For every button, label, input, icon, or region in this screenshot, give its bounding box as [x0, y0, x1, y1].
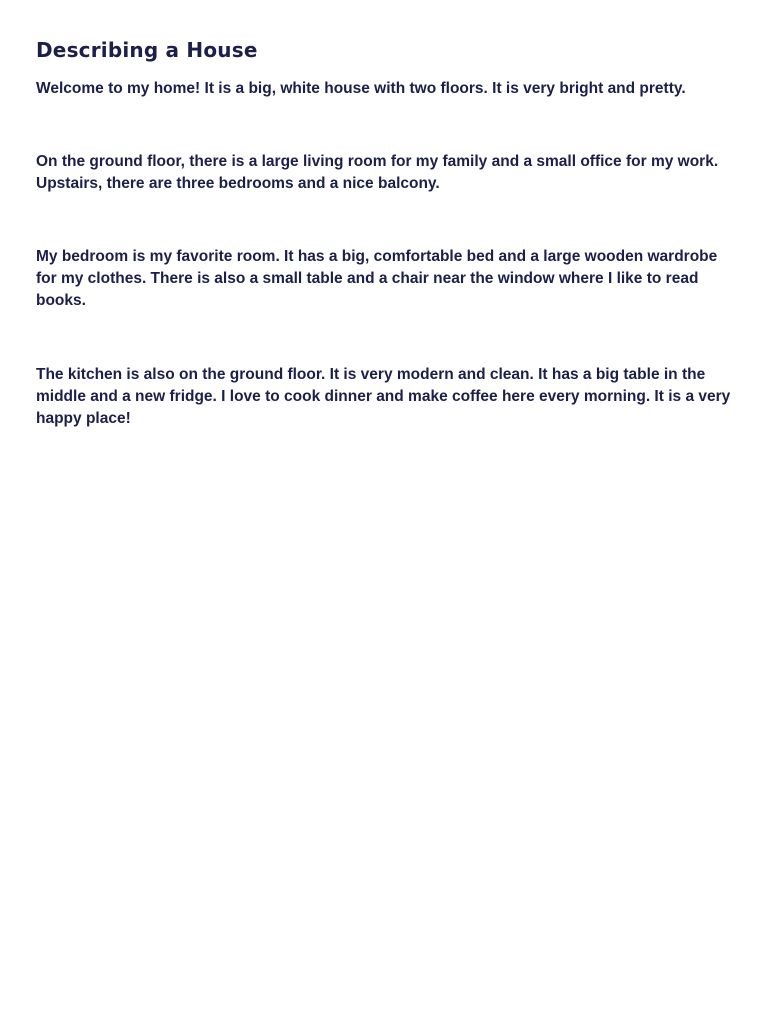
paragraph-kitchen: The kitchen is also on the ground floor. It is very modern and clean. It has a big table in the middle and a new fridge. I love to cook dinner and make coffee here every morning. It is a very happy place! [36, 366, 731, 427]
paragraph-bedroom: My bedroom is my favorite room. It has a big, comfortable bed and a large wooden wardrobe for my clothes. There is also a small table and a chair near the window where I like to read books. [36, 248, 718, 309]
page-title: Describing a House [36, 38, 258, 62]
paragraph-intro: Welcome to my home! It is a big, white house with two floors. It is very bright and pretty. [36, 80, 686, 97]
paragraph-floors: On the ground floor, there is a large living room for my family and a small office for my work. Upstairs, there are three bedrooms and a nice balcony. [36, 153, 719, 192]
